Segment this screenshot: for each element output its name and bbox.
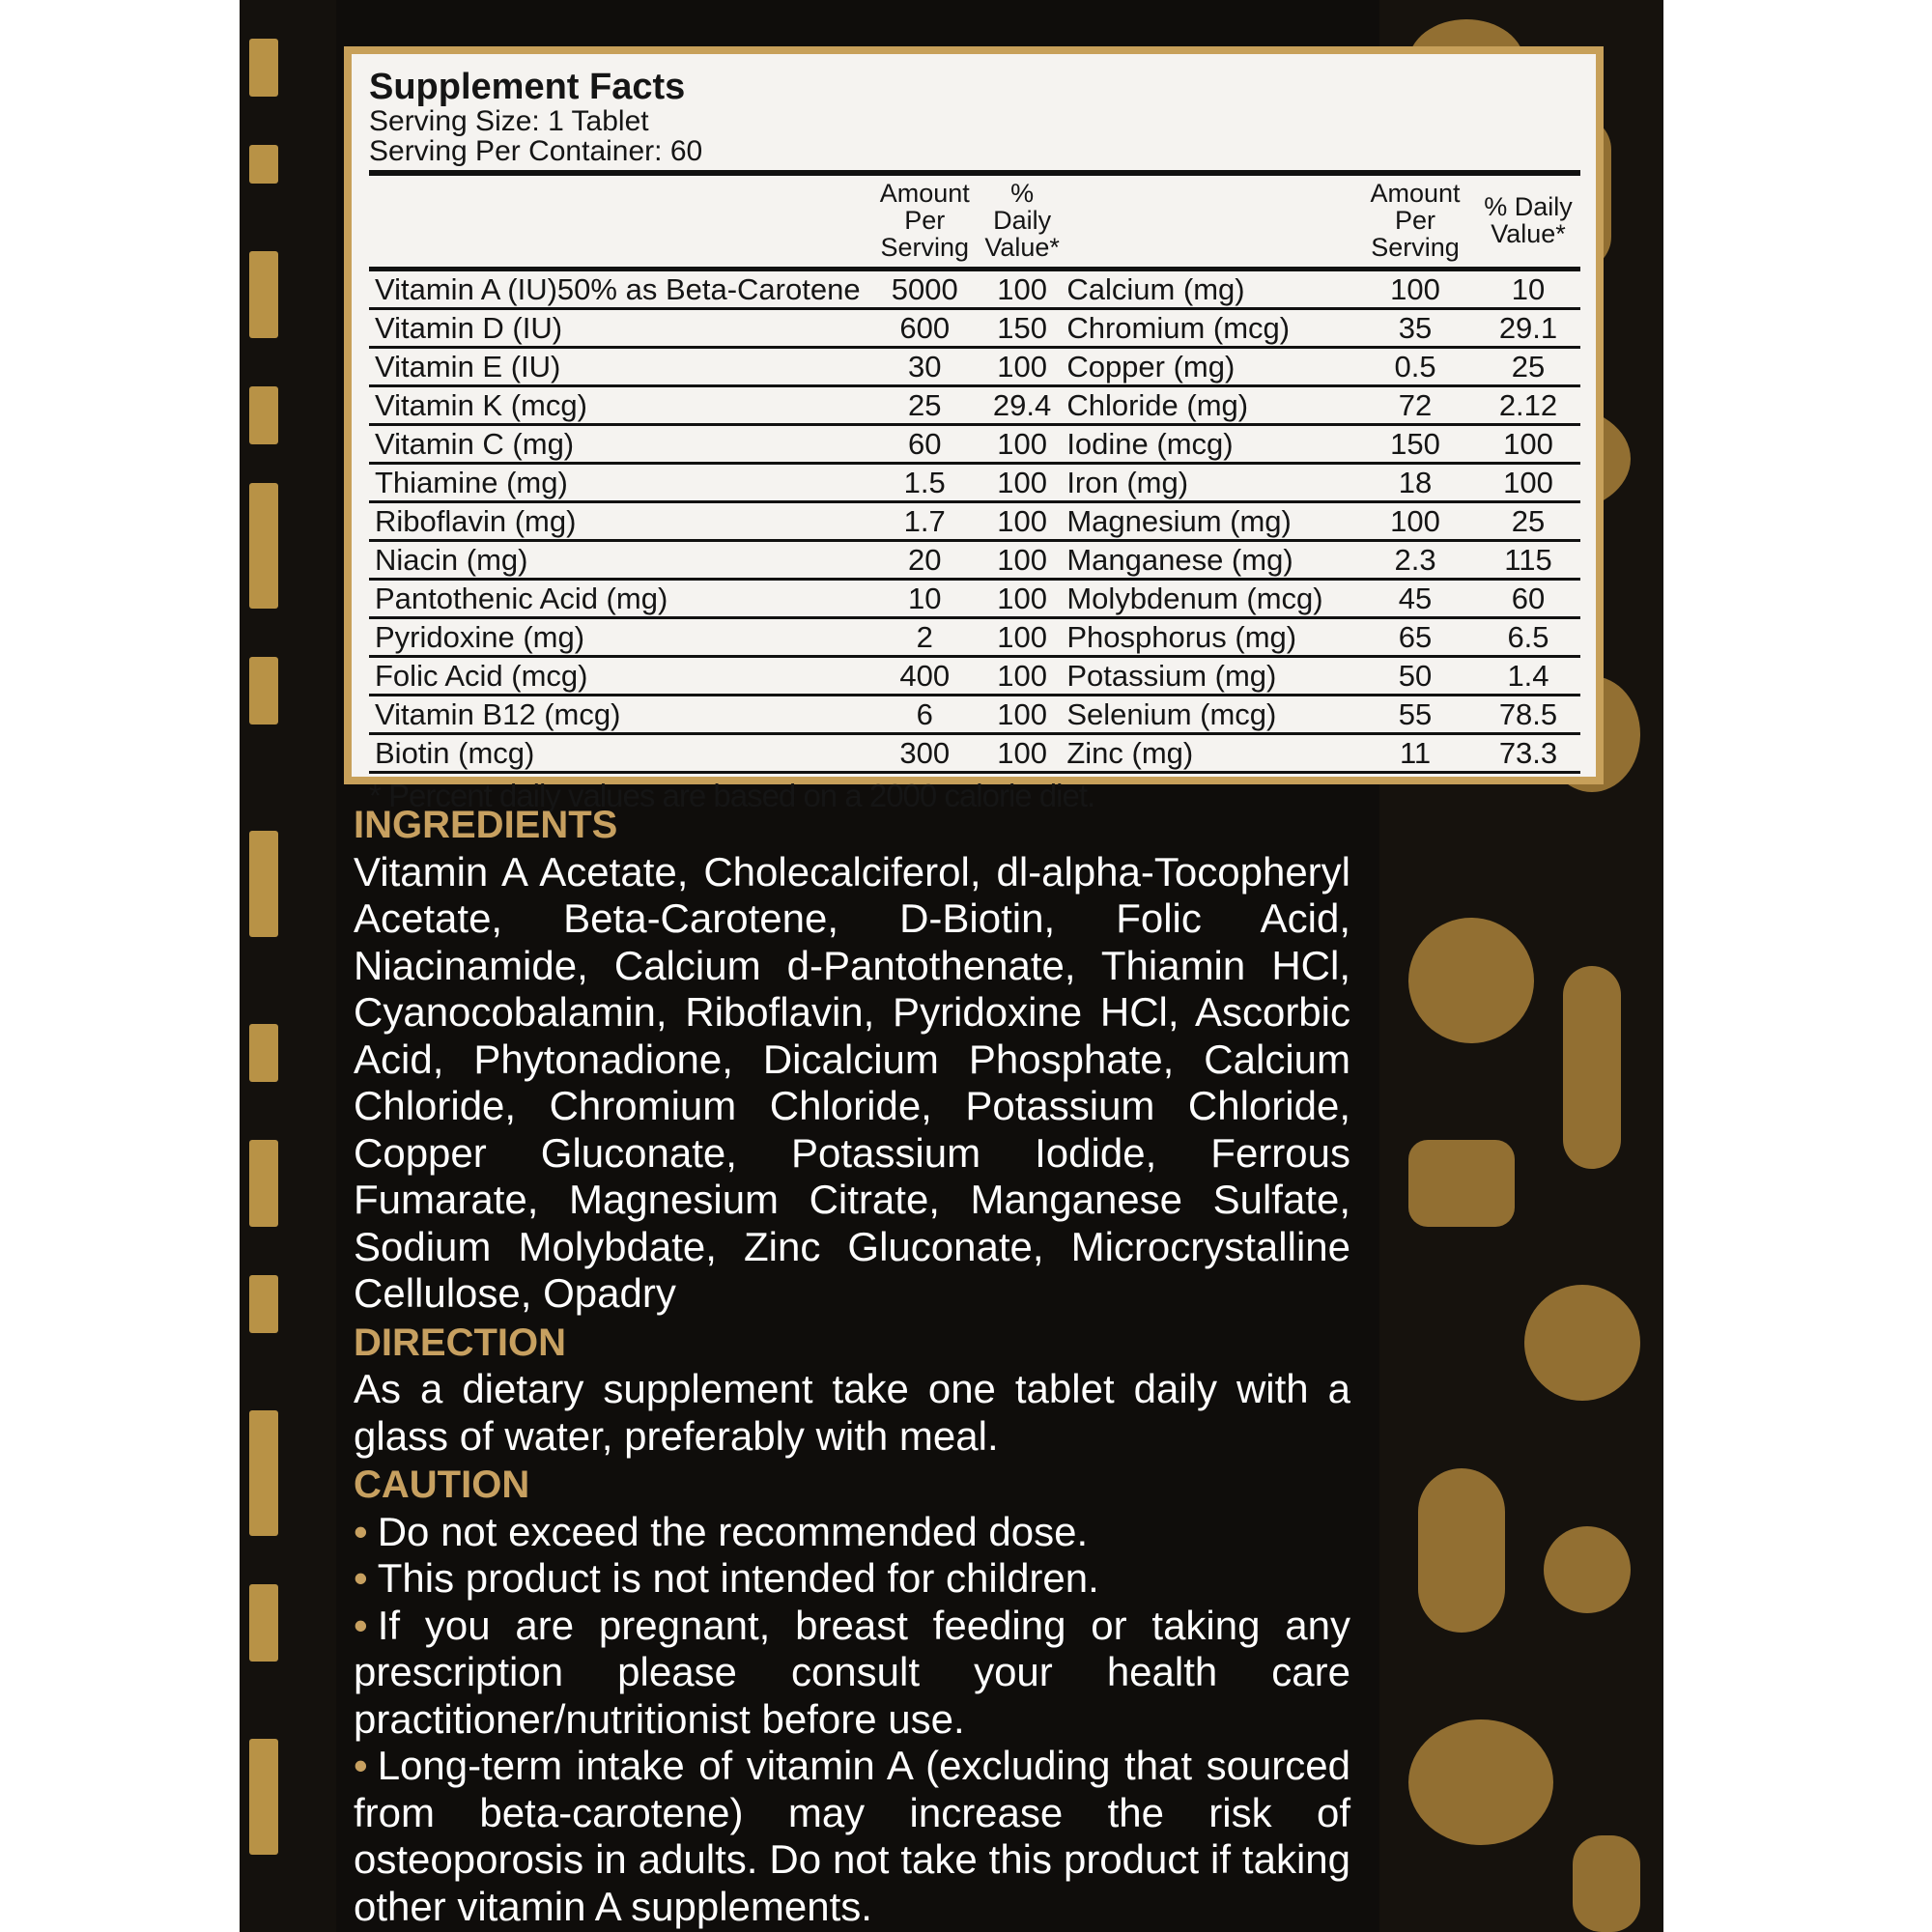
amount-left: 5000: [867, 270, 983, 309]
caution-item: • This product is not intended for children.: [354, 1555, 1099, 1601]
nutrient-right: Magnesium (mg): [1061, 502, 1354, 541]
facts-row: [369, 657, 1580, 696]
dv-header-right: % Daily Value*: [1476, 176, 1580, 270]
nutrient-left: Thiamine (mg): [369, 464, 867, 502]
facts-header-row: [369, 176, 1580, 270]
amount-left: 600: [867, 309, 983, 348]
facts-row: [369, 541, 1580, 580]
dv-left: 100: [983, 734, 1061, 773]
amount-right: 45: [1354, 580, 1476, 618]
dv-left: 100: [983, 464, 1061, 502]
amount-right: 2.3: [1354, 541, 1476, 580]
nutrient-left: Riboflavin (mg): [369, 502, 867, 541]
dv-left: 100: [983, 657, 1061, 696]
ingredients-section: [354, 802, 1350, 1930]
nutrient-left: Vitamin B12 (mcg): [369, 696, 867, 734]
servings-per-container: Serving Per Container: 60: [369, 135, 703, 167]
facts-row: [369, 502, 1580, 541]
amount-left: 6: [867, 696, 983, 734]
dv-right: 25: [1476, 348, 1580, 386]
dv-left: 100: [983, 348, 1061, 386]
dv-left: 100: [983, 541, 1061, 580]
dv-left: 150: [983, 309, 1061, 348]
amount-header-left: Amount Per Serving: [867, 176, 983, 270]
footnote: * Percent daily values are based on a 2000 calorie diet.: [369, 778, 1095, 813]
nutrient-right: Calcium (mg): [1061, 270, 1354, 309]
amount-right: 55: [1354, 696, 1476, 734]
caution-item: • If you are pregnant, breast feeding or taking any prescription please consult your health care practitioner/nutritionist before use.: [354, 1602, 1350, 1742]
nutrient-right: Iron (mg): [1061, 464, 1354, 502]
amount-left: 400: [867, 657, 983, 696]
caution-heading: CAUTION: [354, 1463, 530, 1506]
caution-item: • Do not exceed the recommended dose.: [354, 1508, 1089, 1554]
dv-left: 100: [983, 502, 1061, 541]
amount-right: 100: [1354, 270, 1476, 309]
amount-right: 100: [1354, 502, 1476, 541]
dv-right: 25: [1476, 502, 1580, 541]
dv-right: 78.5: [1476, 696, 1580, 734]
dv-header-left: % Daily Value*: [983, 176, 1061, 270]
facts-row: [369, 580, 1580, 618]
dv-right: 6.5: [1476, 618, 1580, 657]
nutrient-left: Vitamin D (IU): [369, 309, 867, 348]
nutrient-left: Pantothenic Acid (mg): [369, 580, 867, 618]
nutrient-right: Chloride (mg): [1061, 386, 1354, 425]
nutrient-right: Iodine (mcg): [1061, 425, 1354, 464]
left-brand-strip: [240, 0, 336, 1932]
dv-right: 115: [1476, 541, 1580, 580]
nutrient-header-right: [1061, 176, 1354, 270]
amount-left: 25: [867, 386, 983, 425]
dv-right: 10: [1476, 270, 1580, 309]
facts-row: [369, 464, 1580, 502]
amount-right: 35: [1354, 309, 1476, 348]
nutrient-right: Chromium (mcg): [1061, 309, 1354, 348]
facts-table: [369, 176, 1580, 774]
facts-row: [369, 348, 1580, 386]
dv-right: 100: [1476, 464, 1580, 502]
ingredients-heading: INGREDIENTS: [354, 804, 618, 846]
nutrient-header-left: [369, 176, 867, 270]
nutrient-right: Copper (mg): [1061, 348, 1354, 386]
nutrient-right: Manganese (mg): [1061, 541, 1354, 580]
dv-right: 100: [1476, 425, 1580, 464]
nutrient-right: Zinc (mg): [1061, 734, 1354, 773]
dv-right: 2.12: [1476, 386, 1580, 425]
dv-left: 29.4: [983, 386, 1061, 425]
amount-header-right: Amount Per Serving: [1354, 176, 1476, 270]
ingredients-text: Vitamin A Acetate, Cholecalciferol, dl-alpha-Tocopheryl Acetate, Beta-Carotene, D-Biotin, Folic Acid, Niacinamide, Calcium d-Pantothenate, Thiamin HCl, Cyanocobalamin, Riboflavin, Pyridoxine HCl, Ascorbic Acid, Phytonadione, Dicalcium Phosphate, Calcium Chloride, Chromium Chloride, Potassium Chloride, Copper Gluconate, Potassium Iodide, Ferrous Fumarate, Magnesium Citrate, Manganese Sulfate, Sodium Molybdate, Zinc Gluconate, Microcrystalline Cellulose, Opadry: [354, 848, 1350, 1316]
nutrient-left: Niacin (mg): [369, 541, 867, 580]
nutrient-left: Biotin (mcg): [369, 734, 867, 773]
dv-left: 100: [983, 580, 1061, 618]
nutrient-right: Selenium (mcg): [1061, 696, 1354, 734]
nutrient-left: Vitamin K (mcg): [369, 386, 867, 425]
amount-left: 1.5: [867, 464, 983, 502]
facts-row: [369, 425, 1580, 464]
supplement-facts-panel: [344, 46, 1604, 813]
facts-row: [369, 309, 1580, 348]
amount-left: 20: [867, 541, 983, 580]
dv-left: 100: [983, 270, 1061, 309]
facts-row: [369, 618, 1580, 657]
amount-right: 18: [1354, 464, 1476, 502]
facts-title: Supplement Facts: [369, 67, 686, 107]
dv-right: 1.4: [1476, 657, 1580, 696]
dv-right: 29.1: [1476, 309, 1580, 348]
caution-item: • Long-term intake of vitamin A (excluding that sourced from beta-carotene) may increase the risk of osteoporosis in adults. Do not take this product if taking other vitamin A supplements.: [354, 1743, 1350, 1929]
amount-right: 150: [1354, 425, 1476, 464]
nutrient-left: Vitamin C (mg): [369, 425, 867, 464]
dv-left: 100: [983, 425, 1061, 464]
serving-size: Serving Size: 1 Tablet: [369, 105, 649, 137]
nutrient-right: Potassium (mg): [1061, 657, 1354, 696]
amount-right: 72: [1354, 386, 1476, 425]
dv-left: 100: [983, 618, 1061, 657]
facts-row: [369, 386, 1580, 425]
dv-left: 100: [983, 696, 1061, 734]
amount-right: 50: [1354, 657, 1476, 696]
nutrient-left: Vitamin A (IU)50% as Beta-Carotene: [369, 270, 867, 309]
nutrient-left: Vitamin E (IU): [369, 348, 867, 386]
amount-left: 60: [867, 425, 983, 464]
nutrient-right: Molybdenum (mcg): [1061, 580, 1354, 618]
nutrient-right: Phosphorus (mg): [1061, 618, 1354, 657]
nutrient-left: Folic Acid (mcg): [369, 657, 867, 696]
facts-row: [369, 270, 1580, 309]
facts-row: [369, 696, 1580, 734]
nutrient-left: Pyridoxine (mg): [369, 618, 867, 657]
facts-row: [369, 734, 1580, 773]
amount-right: 11: [1354, 734, 1476, 773]
amount-left: 1.7: [867, 502, 983, 541]
dv-right: 60: [1476, 580, 1580, 618]
direction-heading: DIRECTION: [354, 1321, 566, 1364]
amount-right: 65: [1354, 618, 1476, 657]
package-panel: [240, 0, 1663, 1932]
amount-right: 0.5: [1354, 348, 1476, 386]
amount-left: 30: [867, 348, 983, 386]
dv-right: 73.3: [1476, 734, 1580, 773]
amount-left: 300: [867, 734, 983, 773]
amount-left: 10: [867, 580, 983, 618]
amount-left: 2: [867, 618, 983, 657]
direction-text: As a dietary supplement take one tablet daily with a glass of water, preferably with meal.: [354, 1366, 1350, 1459]
